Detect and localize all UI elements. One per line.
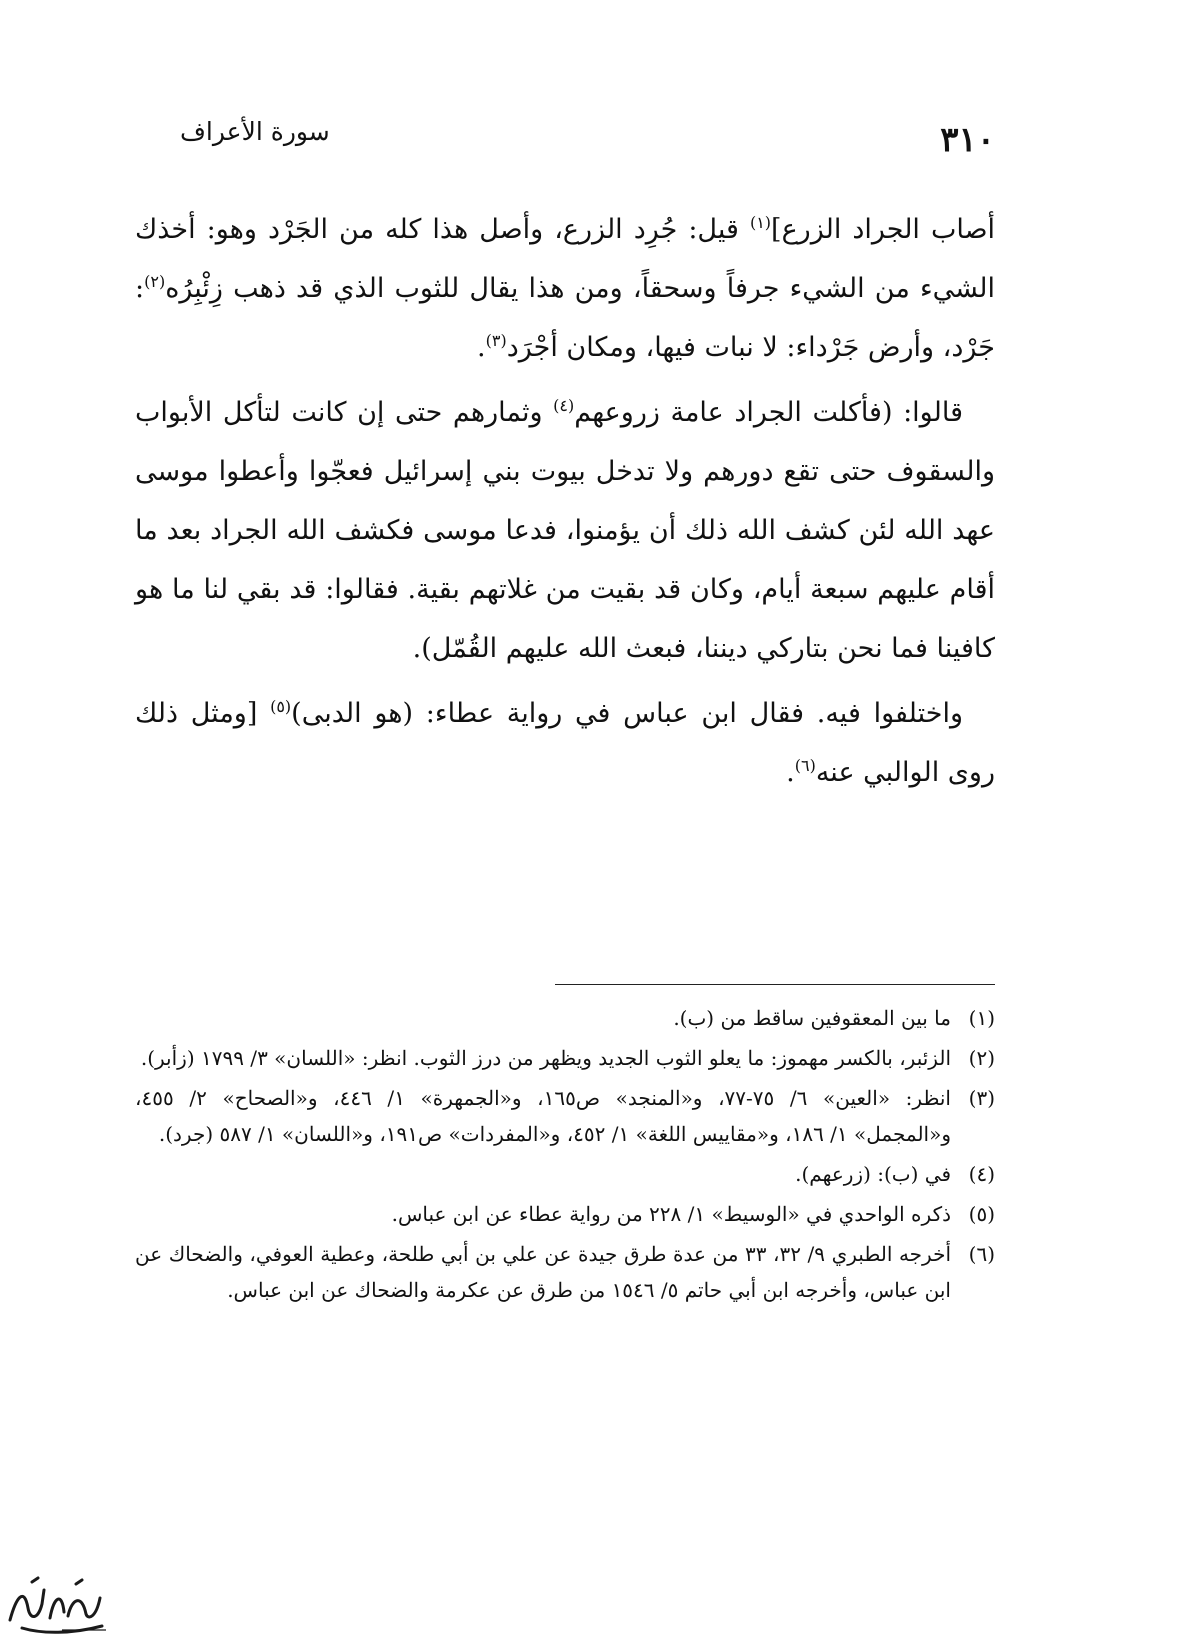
footnote: [135, 1000, 995, 1036]
page-number: ٣١٠: [940, 120, 995, 160]
footnote-ref: (١): [749, 213, 772, 232]
library-stamp-icon: [2, 1568, 112, 1638]
footnote-number: (٣): [968, 1086, 995, 1110]
footnote-number: (١): [968, 1006, 995, 1030]
footnote-text: الزئبر، بالكسر مهموز: ما يعلو الثوب الجديد ويظهر من درز الثوب. انظر: «اللسان» ٣/ ١٧٩٩ (زأبر).: [140, 1046, 951, 1070]
footnote-ref: (٣): [485, 331, 507, 350]
text-run: [ومثل ذلك روى الوالبي عنه: [135, 698, 995, 788]
footnote: [135, 1196, 995, 1232]
paragraph-3: [135, 684, 995, 802]
footnote: [135, 1040, 995, 1076]
text-run: واختلفوا فيه. فقال ابن عباس في رواية عطاء: (هو الدبى): [291, 698, 963, 729]
paragraph-2: [135, 383, 995, 678]
footnotes: [135, 1000, 995, 1312]
text-run: قالوا: (فأكلت الجراد عامة زروعهم: [574, 397, 963, 428]
footnote-number: (٥): [968, 1202, 995, 1226]
text-run: : جَرْد، وأرض جَرْداء: لا نبات فيها، ومكان أجْرَد: [135, 273, 995, 363]
text-run: .: [477, 332, 486, 363]
footnote-ref: (٢): [144, 272, 166, 291]
footnote-text: أخرجه الطبري ٩/ ٣٢، ٣٣ من عدة طرق جيدة عن علي بن أبي طلحة، وعطية العوفي، والضحاك عن ابن عباس، وأخرجه ابن أبي حاتم ٥/ ١٥٤٦ من طرق عن عكرمة والضحاك عن ابن عباس.: [135, 1242, 951, 1302]
footnote-text: ما بين المعقوفين ساقط من (ب).: [673, 1006, 951, 1030]
footnote-number: (٦): [968, 1242, 995, 1266]
footnote-text: انظر: «العين» ٦/ ٧٥-٧٧، و«المنجد» ص١٦٥، و«الجمهرة» ١/ ٤٤٦، و«الصحاح» ٢/ ٤٥٥، و«المجمل» ١/ ١٨٦، و«مقاييس اللغة» ١/ ٤٥٢، و«المفردات» ص١٩١، و«اللسان» ١/ ٥٨٧ (جرد).: [135, 1086, 951, 1146]
footnote: [135, 1080, 995, 1152]
footnote: [135, 1236, 995, 1308]
text-run: أصاب الجراد الزرع]: [771, 214, 996, 245]
footnote-number: (٢): [968, 1046, 995, 1070]
footnote-text: ذكره الواحدي في «الوسيط» ١/ ٢٢٨ من رواية عطاء عن ابن عباس.: [391, 1202, 951, 1226]
footnote: [135, 1156, 995, 1192]
paragraph-1: [135, 200, 995, 377]
footnote-ref: (٤): [553, 396, 575, 415]
running-title: سورة الأعراف: [180, 117, 330, 146]
footnote-divider: [555, 984, 995, 985]
footnote-ref: (٥): [270, 697, 292, 716]
footnote-ref: (٦): [794, 756, 816, 775]
text-run: .: [786, 757, 795, 788]
footnote-text: في (ب): (زرعهم).: [795, 1162, 951, 1186]
text-run: قيل: جُرِد الزرع، وأصل هذا كله من الجَرْد وهو: أخذك الشيء من الشيء جرفاً وسحقاً، ومن هذا يقال للثوب الذي قد ذهب زِئْبِرُه: [135, 214, 995, 304]
page-header: [180, 112, 995, 162]
main-text: [135, 200, 995, 802]
footnote-number: (٤): [968, 1162, 995, 1186]
text-run: وثمارهم حتى إن كانت لتأكل الأبواب والسقوف حتى تقع دورهم ولا تدخل بيوت بني إسرائيل فعجّوا وأعطوا موسى عهد الله لئن كشف الله ذلك أن يؤمنوا، فدعا موسى فكشف الله الجراد بعد ما أقام عليهم سبعة أيام، وكان قد بقيت من غلاتهم بقية. فقالوا: قد بقي لنا ما هو كافينا فما نحن بتاركي ديننا، فبعث الله عليهم القُمّل).: [135, 397, 995, 664]
